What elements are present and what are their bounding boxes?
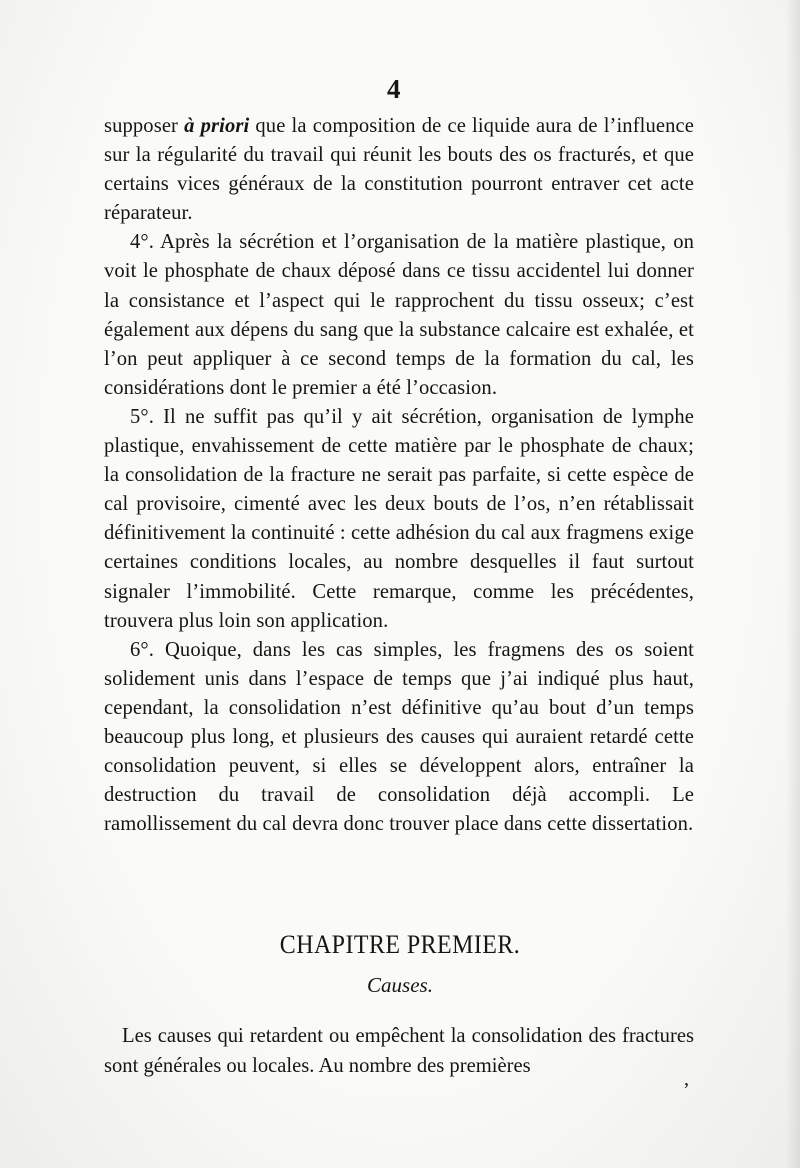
body-paragraph	[104, 403, 694, 636]
paragraph-text: supposer	[104, 115, 185, 137]
body-paragraph	[104, 112, 694, 228]
italic-phrase: à priori	[184, 115, 250, 137]
body-paragraph	[104, 228, 694, 403]
chapter-subtitle: Causes.	[367, 973, 433, 997]
page-number: 4	[387, 74, 401, 104]
closing-paragraph-block	[104, 1021, 694, 1081]
chapter-title: CHAPITRE PREMIER.	[279, 930, 521, 959]
paragraph-text: 4°. Après la sécrétion et l’organisation de la matière plastique, on voit le phosphate de chaux déposé dans ce tissu accidentel lui donner la consistance et l’aspect qui le rapprochent du tissu osseux; c’est également aux dépens du sang que la substance calcaire est exhalée, et l’on peut appliquer à ce second temps de la formation du cal, les considérations dont le premier a été l’occasion.	[104, 231, 694, 399]
closing-mark: ,	[684, 1068, 689, 1090]
paragraph-text: 6°. Quoique, dans les cas simples, les fragmens des os soient solidement unis dans l’espace de temps que j’ai indiqué plus haut, cependant, la consolidation n’est définitive qu’au bout d’un temps beaucoup plus long, et plusieurs des causes qui auraient retardé cette consolidation peuvent, si elles se développent alors, entraîner la destruction du travail de consolidation déjà accompli. Le ramollissement du cal devra donc trouver place dans cette dissertation.	[104, 638, 694, 836]
body-paragraph	[104, 636, 694, 840]
closing-paragraph: Les causes qui retardent ou empêchent la consolidation des fractures sont générales ou locales. Au nombre des premières	[104, 1025, 694, 1077]
body-text	[104, 112, 694, 839]
page-edge-shadow	[786, 0, 800, 1168]
paragraph-text: que la composition de ce liquide aura de l’influence sur la régularité du travail qui réunit les bouts des os fracturés, et que certains vices généraux de la constitution pourront entraver cet acte réparateur.	[104, 115, 695, 225]
paragraph-text: 5°. Il ne suffit pas qu’il y ait sécrétion, organisation de lymphe plastique, envahissement de cette matière par le phosphate de chaux; la consolidation de la fracture ne serait pas parfaite, si cette espèce de cal provisoire, cimenté avec les deux bouts de l’os, n’en rétablissait définitivement la continuité : cette adhésion du cal aux fragmens exige certaines conditions locales, au nombre desquelles il faut surtout signaler l’immobilité. Cette remarque, comme les précédentes, trouvera plus loin son application.	[104, 405, 694, 632]
